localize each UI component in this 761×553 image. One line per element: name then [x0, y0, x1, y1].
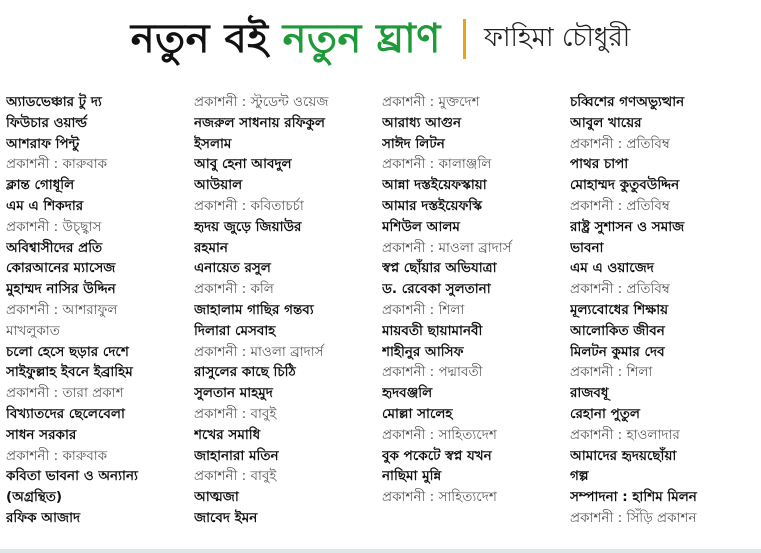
book-line: ফিউচার ওয়ার্ল্ড [6, 114, 87, 131]
book-line: অবিশ্বাসীদের প্রতি [6, 239, 103, 256]
book-line: আবু হেনা আবদুল [194, 156, 292, 173]
publisher-line: প্রকাশনী : প্রতিবিম্ব [570, 281, 670, 298]
book-line: রাসুলের কাছে চিঠি [194, 364, 296, 381]
book-line: অ্যাডভেঞ্চার টু দ্য [6, 94, 102, 110]
book-line: জাবেদ ইমন [194, 509, 258, 526]
book-line: চব্বিশের গণঅভ্যুত্থান [570, 94, 685, 110]
book-line: পাথর চাপা [570, 156, 629, 173]
publisher-line: প্রকাশনী : মাওলা ব্রাদার্স [382, 239, 512, 256]
book-line: সুলতান মাহমুদ [194, 385, 273, 402]
publisher-line: প্রকাশনী : সিঁড়ি প্রকাশন [570, 509, 697, 526]
publisher-line: প্রকাশনী : আশরাফুল [6, 301, 118, 318]
book-line: কোরআনের ম্যাসেজ [6, 260, 116, 277]
publisher-line: প্রকাশনী : কলি [194, 281, 274, 298]
book-line: রহমান [194, 239, 228, 256]
title-part-black: নতুন বই [130, 15, 269, 62]
book-line: রাজবধূ [570, 385, 609, 402]
book-line: রফিক আজাদ [6, 509, 81, 526]
book-line: মশিউল আলম [382, 218, 460, 235]
book-line: আবুল খায়ের [570, 114, 642, 131]
book-line: ড. রেবেকা সুলতানা [382, 281, 491, 298]
publisher-line: প্রকাশনী : পদ্মাবতী [382, 364, 483, 381]
book-line: আমার দস্তইয়েফস্কি [382, 197, 482, 214]
book-line: নজরুল সাধনায় রফিকুল [194, 114, 325, 131]
book-line: বুক পকেটে স্বপ্ন যখন [382, 447, 492, 464]
book-line: শাহীনুর আসিফ [382, 343, 464, 360]
book-line: রাষ্ট্র সুশাসন ও সমাজ [570, 218, 685, 235]
book-line: জাহালাম গাছির গন্তব্য [194, 301, 314, 318]
publisher-line: প্রকাশনী : শিলা [382, 301, 465, 318]
book-line: মিলটন কুমার দেব [570, 343, 665, 360]
author-name: ফাহিমা চৌধুরী [483, 23, 631, 53]
book-line: ক্লান্ত গোধূলি [6, 177, 75, 194]
book-line: আত্মজা [194, 489, 239, 506]
book-column-2 [194, 92, 382, 547]
book-list-columns [6, 92, 758, 547]
book-column-1 [6, 92, 194, 547]
publisher-line: প্রকাশনী : কালাঞ্জলি [382, 156, 492, 173]
publisher-line: মাখলুকাত [6, 322, 60, 339]
publisher-line: প্রকাশনী : মাওলা ব্রাদার্স [194, 343, 324, 360]
book-line: হৃদবঞ্জলি [382, 385, 433, 402]
book-line: সাঈদ লিটন [382, 135, 445, 152]
book-line: ইসলাম [194, 135, 232, 152]
book-line: মূল্যবোধের শিক্ষায় [570, 301, 669, 318]
publisher-line: প্রকাশনী : সাহিত্যদেশ [382, 426, 497, 443]
publisher-line: প্রকাশনী : কবিতাচর্চা [194, 197, 304, 214]
book-line: আমাদের হৃদয়ছোঁয়া [570, 447, 677, 464]
book-line: হৃদয় জুড়ে জিয়াউর [194, 218, 302, 235]
book-line: নাছিমা মুন্নি [382, 468, 442, 485]
book-column-4 [570, 92, 758, 547]
title-divider [463, 19, 466, 59]
book-line: (অগ্রন্থিত) [6, 489, 63, 506]
book-line: জাহানারা মতিন [194, 447, 279, 464]
publisher-line: প্রকাশনী : প্রতিবিম্ব [570, 135, 670, 152]
publisher-line: প্রকাশনী : উচ্ছ্বাস [6, 218, 102, 235]
publisher-line: প্রকাশনী : কারুবাক [6, 447, 108, 464]
book-line: আন্না দস্তইয়েফস্কায়া [382, 177, 487, 194]
publisher-line: প্রকাশনী : স্টুডেন্ট ওয়েজ [194, 94, 329, 110]
book-line: শখের সমাধি [194, 426, 261, 443]
publisher-line: প্রকাশনী : মুক্তদেশ [382, 94, 480, 110]
book-column-3 [382, 92, 570, 547]
book-line: আলোকিত জীবন [570, 322, 665, 339]
book-line: বিখ্যাতদের ছেলেবেলা [6, 405, 125, 422]
book-line: চলো হেসে ছড়ার দেশে [6, 343, 129, 360]
book-line: এনায়েত রসুল [194, 260, 271, 277]
publisher-line: প্রকাশনী : বাবুই [194, 468, 277, 485]
book-line: মুহাম্মদ নাসির উদ্দিন [6, 281, 116, 298]
book-line: এম এ শিকদার [6, 197, 84, 214]
book-line: সম্পাদনা : হাশিম মিলন [570, 489, 697, 506]
book-line: গল্প [570, 468, 589, 485]
book-line: রেহানা পুতুল [570, 405, 640, 422]
publisher-line: প্রকাশনী : প্রতিবিম্ব [570, 197, 670, 214]
book-line: দিলারা মেসবাহ [194, 322, 276, 339]
page-header [0, 0, 761, 78]
book-line: স্বপ্ন ছোঁয়ার অভিযাত্রা [382, 260, 497, 277]
book-line: সাইফুল্লাহ ইবনে ইব্রাহিম [6, 364, 133, 381]
publisher-line: প্রকাশনী : সাহিত্যদেশ [382, 489, 497, 506]
publisher-line: প্রকাশনী : বাবুই [194, 405, 277, 422]
book-line: কবিতা ভাবনা ও অন্যান্য [6, 468, 138, 485]
book-line: আশরাফ পিন্টু [6, 135, 80, 152]
title-part-green: নতুন ঘ্রাণ [282, 15, 441, 62]
publisher-line: প্রকাশনী : হাওলাদার [570, 426, 680, 443]
book-line: আরাধ্য আগুন [382, 114, 462, 131]
book-line: এম এ ওয়াজেদ [570, 260, 654, 277]
book-line: মোল্লা সালেহ [382, 405, 453, 422]
publisher-line: প্রকাশনী : কারুবাক [6, 156, 108, 173]
footer-rule [0, 549, 761, 553]
publisher-line: প্রকাশনী : তারা প্রকাশ [6, 385, 124, 402]
book-line: আউয়াল [194, 177, 243, 194]
book-line: ভাবনা [570, 239, 604, 256]
book-line: মায়বতী ছায়ামানবী [382, 322, 483, 339]
book-line: মোহাম্মদ কুতুবউদ্দিন [570, 177, 680, 194]
book-line: সাধন সরকার [6, 426, 77, 443]
publisher-line: প্রকাশনী : শিলা [570, 364, 653, 381]
